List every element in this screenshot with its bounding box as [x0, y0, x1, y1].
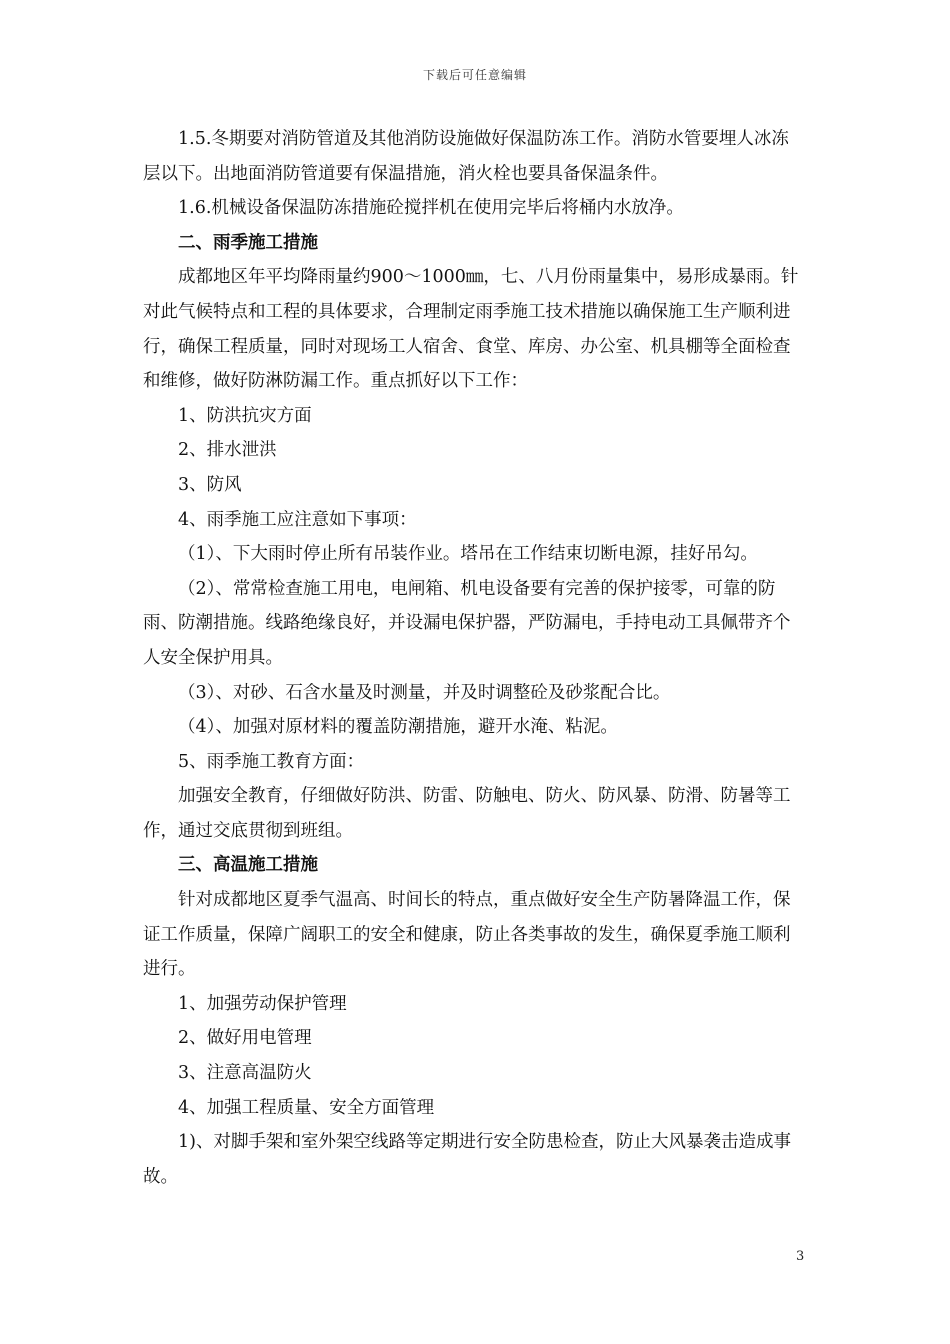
list-item-note-2: （2）、常常检查施工用电，电闸箱、机电设备要有完善的保护接零，可靠的防雨、防潮措施。线路绝缘良好，并设漏电保护器，严防漏电，手持电动工具佩带齐个人安全保护用具。	[143, 578, 791, 668]
list-item-labor-protection: 1、加强劳动保护管理	[178, 993, 347, 1014]
paragraph-high-temp-intro: 针对成都地区夏季气温高、时间长的特点，重点做好安全生产防暑降温工作，保证工作质量，保障广阔职工的安全和健康，防止各类事故的发生，确保夏季施工顺利进行。	[143, 890, 791, 980]
paragraph-1-5: 1.5.冬期要对消防管道及其他消防设施做好保温防冻工作。消防水管要埋人冰冻层以下。出地面消防管道要有保温措施，消火栓也要具备保温条件。	[143, 129, 789, 184]
page-number: 3	[796, 1249, 805, 1264]
list-item-rainy-notes: 4、雨季施工应注意如下事项：	[178, 509, 417, 530]
list-item-wind-prevention: 3、防风	[178, 474, 242, 495]
list-item-fire-prevention: 3、注意高温防火	[178, 1063, 312, 1084]
list-item-note-4: （4）、加强对原材料的覆盖防潮措施，避开水淹、粘泥。	[178, 717, 618, 738]
list-item-quality-safety: 4、加强工程质量、安全方面管理	[178, 1097, 435, 1118]
paragraph-rainy-intro: 成都地区年平均降雨量约900～1000㎜，七、八月份雨量集中，易形成暴雨。针对此气候特点和工程的具体要求，合理制定雨季施工技术措施以确保施工生产顺利进行，确保工程质量，同时对现场工人宿舍、食堂、库房、办公室、机具棚等全面检查和维修，做好防淋防漏工作。重点抓好以下工作：	[143, 267, 799, 392]
list-item-drainage: 2、排水泄洪	[178, 440, 277, 461]
paragraph-safety-education: 加强安全教育，仔细做好防洪、防雷、防触电、防火、防风暴、防滑、防暑等工作，通过交底贯彻到班组。	[143, 786, 791, 841]
document-body	[143, 122, 805, 1194]
section-heading-high-temperature: 三、高温施工措施	[178, 855, 318, 876]
paragraph-1-6: 1.6.机械设备保温防冻措施砼搅拌机在使用完毕后将桶内水放净。	[178, 198, 684, 219]
list-item-rainy-education: 5、雨季施工教育方面：	[178, 751, 365, 772]
list-item-electricity: 2、做好用电管理	[178, 1028, 312, 1049]
page-header: 下载后可任意编辑	[422, 68, 527, 82]
list-item-scaffold-inspection: 1)、对脚手架和室外架空线路等定期进行安全防患检查，防止大风暴袭击造成事故。	[143, 1132, 791, 1187]
list-item-note-1: （1）、下大雨时停止所有吊装作业。塔吊在工作结束切断电源，挂好吊勾。	[178, 544, 758, 565]
list-item-flood-prevention: 1、防洪抗灾方面	[178, 405, 312, 426]
section-heading-rainy-season: 二、雨季施工措施	[178, 232, 318, 253]
list-item-note-3: （3）、对砂、石含水量及时测量，并及时调整砼及砂浆配合比。	[178, 682, 671, 703]
